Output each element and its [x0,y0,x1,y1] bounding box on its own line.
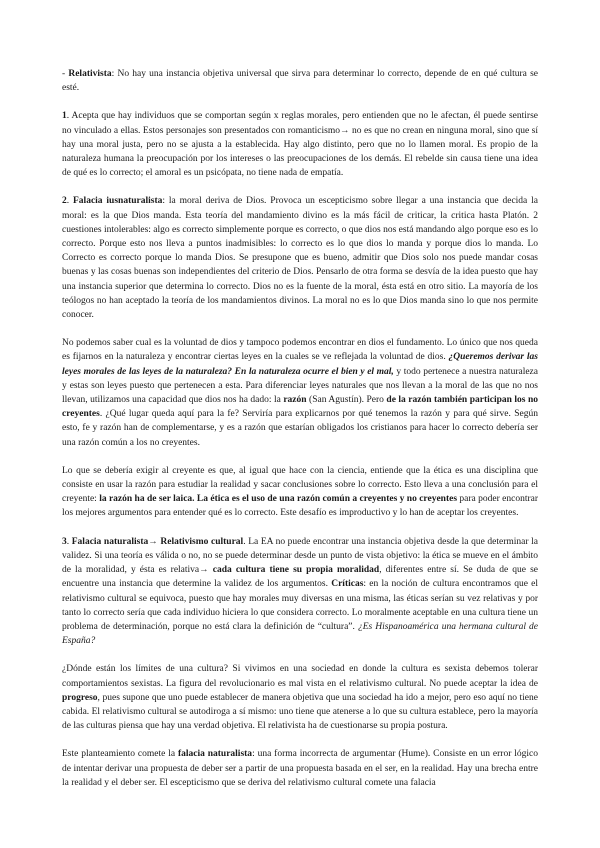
paragraph-text: No podemos saber cual es la voluntad de dios y tampoco podemos encontrar en dios el fundamento. Lo único que nos queda es fijarnos en la naturaleza y encontrar ciertas leyes en la cuales se ve reflejada la voluntad de dios. [62,338,538,363]
emphasis-text: de la razón también participan los no creyentes [62,395,539,420]
paragraph-text: , diferentes entre sí. Se duda de que se encuentre una instancia que determine la validez de los argumentos. [62,565,538,590]
paragraph-text: : la moral deriva de Dios. Provoca un escepticismo sobre llegar a una instancia que decida la moral: es la que Dios manda. Esta teoría del mandamiento divino es la más fácil de criticar, la critica hasta Platón. 2 cuestiones intolerables: algo es correcto simplemente porque es correcto, o que dios nos está mandando algo porque eso es lo correcto. Porque esto nos lleva a puntos inadmisibles: lo correcto es lo que dios lo manda y porque dios lo manda. Lo Correcto es correcto porque lo manda Dios. Se presupone que es bueno, admitir que Dios solo nos puede mandar cosas buenas y las cosas buenas son independientes del criterio de Dios. Pensarlo de otra forma se desvía de la idea puesto que hay una instancia superior que determina lo correcto. Dios no es la fuente de la moral, ésta está en otro sitio. La mayoría de los teólogos no han aceptado la teoría de los mandamientos divinos. La moral no es lo que Dios manda sino lo que nos permite conocer. [62,196,539,321]
paragraph-text: : en la noción de cultura encontramos que el relativismo cultural se equivoca, puesto que hay morales muy diversas en una misma, las éticas serían su vez relativas y por tanto lo correcto sería que cada individuo hiciera lo que considera correcto. Lo moralmente aceptable en una cultura tiene un problema de determinación, porque no está clara la definición de “cultura”. [62,579,538,632]
paragraph [62,535,538,649]
emphasis-text: falacia naturalista [177,749,253,760]
paragraph-text: ¿Dónde están los límites de una cultura? Si vivimos en una sociedad en donde la cultura es sexista debemos tolerar comportamientos sexistas. La figura del revolucionario es mal vista en el relativismo cultural. No puede aceptar la idea de [62,664,538,689]
paragraph-text: . ¿Qué lugar queda aquí para la fe? Serviría para explicarnos por qué tenemos la razón y para qué sirve. Según esto, fe y razón han de complementarse, y es a razón que estarían obligados los cristianos para hacer lo correcto debería ser una razón común a los no creyentes. [62,409,538,448]
paragraph [62,336,538,450]
paragraph [62,67,538,95]
emphasis-text: ¿Es Hispanoamérica una hermana cultural de España? [62,621,538,647]
paragraph [62,747,538,790]
document-body [62,67,538,790]
paragraph-text: . [66,536,72,547]
paragraph-text: , pues supone que uno puede establecer de manera objetiva que una sociedad ha ido a mejor, pero eso aquí no tiene cabida. El relativismo cultural se autodiroga a sí mismo: uno tiene que atenerse a lo que su cultura establece, pero la mayoría de las culturas piensa que hay una verdad objetiva. El relativista ha de cuestionarse su propia postura. [62,692,538,732]
paragraph [62,194,538,322]
paragraph-text: : una forma incorrecta de argumentar (Hume). Consiste en un error lógico de intentar derivar una propuesta de deber ser a partir de una propuesta basada en el ser, en la realidad. Hay una brecha entre la realidad y el deber ser. El escepticismo que se deriva del relativismo cultural comete una falacia [62,749,538,788]
emphasis-text: Relativismo cultural [160,536,244,547]
emphasis-text: Críticas [331,579,364,590]
emphasis-text: Falacia iusnaturalista [73,196,163,207]
emphasis-text: Relativista [68,69,112,79]
paragraph-text: . [66,196,73,207]
emphasis-text: cada cultura tiene su propia moralidad [212,565,380,576]
paragraph-text: Este planteamiento comete la [62,749,178,760]
emphasis-text: 3 [62,536,67,547]
emphasis-text: razón [283,395,307,406]
paragraph-text: (San Agustín). Pero [306,395,387,406]
paragraph-text: → [148,536,161,547]
emphasis-text: progreso [62,692,98,703]
emphasis-text: 2 [62,196,67,207]
paragraph-text: y todo pertenece a nuestra naturaleza y estas son leyes puesto que pertenecen a esta. Para diferenciar leyes naturales que nos llevan a la moral de las que no nos llevan, utilizamos una capacidad que dios nos ha dado: la [62,366,538,406]
paragraph-text: : No hay una instancia objetiva universal que sirva para determinar lo correcto, depende de en qué cultura se esté. [62,69,539,94]
paragraph [62,109,538,180]
paragraph-text: - [62,69,69,79]
emphasis-text: Falacia naturalista [71,536,149,547]
emphasis-text: 1 [62,111,67,122]
paragraph [62,662,538,733]
emphasis-text: la razón ha de ser laica. La ética es el uso de una razón común a creyentes y no creyentes [99,494,458,505]
paragraph-text: . Acepta que hay individuos que se comportan según x reglas morales, pero entienden que no le afectan, él puede sentirse no vinculado a ellas. Estos personajes son presentados con romanticismo→ no es que no crean en ninguna moral, sino que sí hay una moral justa, pero no se ajusta a la establecida. Hay algo distinto, pero que no lo llamen moral. Es propio de la naturaleza humana la preocupación por los intereses o las preocupaciones de los demás. El rebelde sin causa tiene una idea de qué es lo correcto; el amoral es un psicópata, no tiene nada de empatía. [62,111,538,179]
paragraph-text: . La EA no puede encontrar una instancia objetiva desde la que determinar la validez. Si una teoría es válida o no, no se puede determinar desde un punto de vista objetivo: la ética se mueve en el ámbito de la moralidad, y ésta es relativa→ [62,536,539,576]
emphasis-text: ¿Queremos derivar las leyes morales de las leyes de la naturaleza? En la naturaleza ocurre el bien y el mal, [62,352,538,377]
paragraph-text: Lo que se debería exigir al creyente es que, al igual que hace con la ciencia, entiende que la ética es una disciplina que consiste en usar la razón para estudiar la realidad y sacar conclusiones sobre lo correcto. Esto lleva a una conclusión para el creyente: [62,465,538,505]
paragraph-text: para poder encontrar los mejores argumentos para entender qué es lo correcto. Este desafío es improductivo y lo han de aceptar los creyentes. [62,494,539,519]
paragraph [62,464,538,521]
